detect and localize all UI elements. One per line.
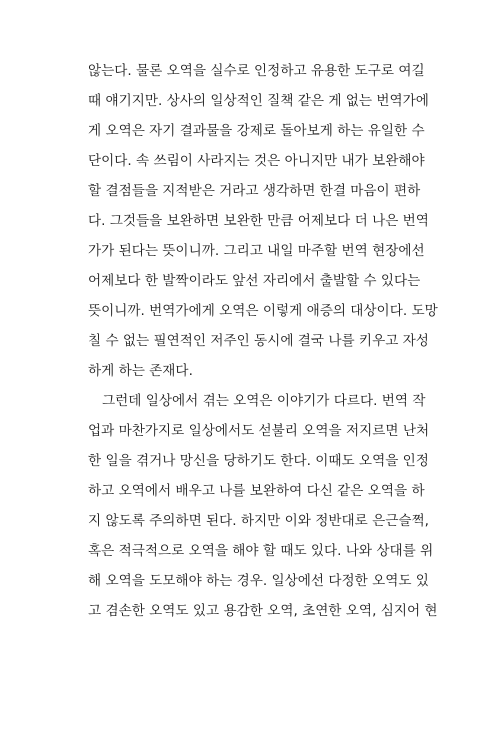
text-line: 게 오역은 자기 결과물을 강제로 돌아보게 하는 유일한 수: [88, 123, 425, 139]
text-line: 할 결점들을 지적받은 거라고 생각하면 한결 마음이 편하: [88, 183, 421, 199]
paragraph-2: [88, 386, 438, 626]
text-line: 않는다. 물론 오역을 실수로 인정하고 유용한 도구로 여길: [88, 63, 425, 79]
text-line: 하고 오역에서 배우고 나를 보완하여 다신 같은 오역을 하: [88, 483, 425, 499]
text-line: 다. 그것들을 보완하면 보완한 만큼 어제보다 더 나은 번역: [88, 213, 429, 229]
text-line: 고 겸손한 오역도 있고 용감한 오역, 초연한 오역, 심지어 현: [88, 603, 438, 619]
text-line: 칠 수 없는 필연적인 저주인 동시에 결국 나를 키우고 자성: [88, 333, 429, 349]
text-line: 가가 된다는 뜻이니까. 그리고 내일 마주할 번역 현장에선: [88, 243, 425, 259]
paragraph-1: [88, 56, 438, 386]
text-line: 어제보다 한 발짝이라도 앞선 자리에서 출발할 수 있다는: [88, 273, 421, 289]
text-line: 단이다. 속 쓰림이 사라지는 것은 아니지만 내가 보완해야: [88, 153, 425, 169]
text-line: 그런데 일상에서 겪는 오역은 이야기가 다르다. 번역 작: [102, 393, 426, 409]
text-line: 지 않도록 주의하면 된다. 하지만 이와 정반대로 은근슬쩍,: [88, 513, 429, 529]
text-line: 해 오역을 도모해야 하는 경우. 일상에선 다정한 오역도 있: [88, 573, 429, 589]
text-line: 한 일을 겪거나 망신을 당하기도 한다. 이때도 오역을 인정: [88, 453, 429, 469]
text-line: 하게 하는 존재다.: [88, 363, 193, 379]
text-line: 업과 마찬가지로 일상에서도 섣불리 오역을 저지르면 난처: [88, 423, 430, 439]
text-line: 혹은 적극적으로 오역을 해야 할 때도 있다. 나와 상대를 위: [88, 543, 434, 559]
text-line: 뜻이니까. 번역가에게 오역은 이렇게 애증의 대상이다. 도망: [88, 303, 438, 319]
text-line: 때 얘기지만. 상사의 일상적인 질책 같은 게 없는 번역가에: [88, 93, 429, 109]
body-text: [88, 56, 438, 626]
